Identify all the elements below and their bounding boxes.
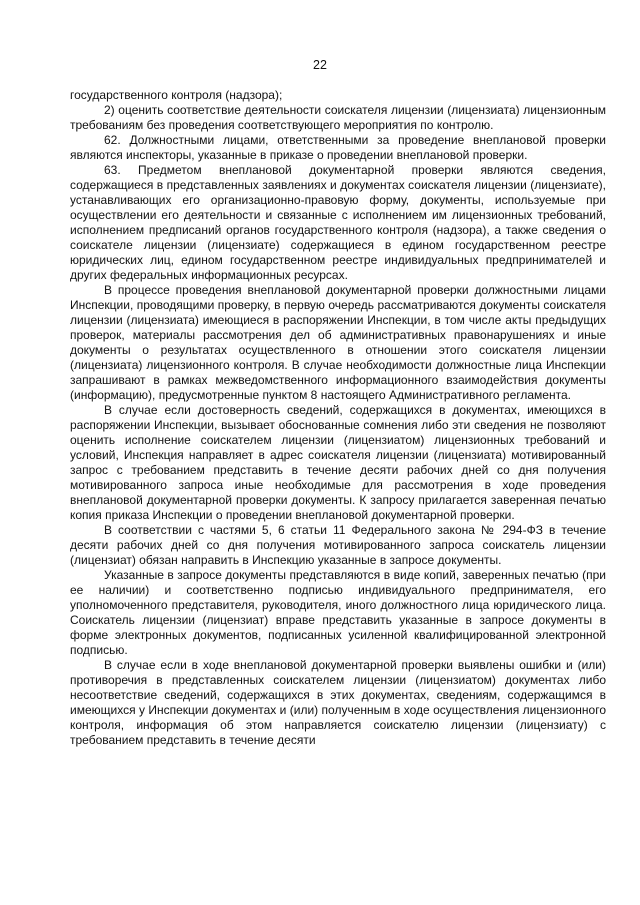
paragraph: Указанные в запросе документы представляются в виде копий, заверенных печатью (при ее наличии) и соответственно подписью индивидуального предпринимателя, его уполномоченного представителя, руководителя, иного должностного лица юридического лица. Соискатель лицензии (лицензиат) вправе представить указанные в запросе документы в форме электронных документов, подписанных усиленной квалифицированной электронной подписью. [70,568,606,657]
paragraph: В процессе проведения внеплановой документарной проверки должностными лицами Инспекции, проводящими проверку, в первую очередь рассматриваются документы соискателя лицензии (лицензиата) имеющиеся в распоряжении Инспекции, в том числе акты предыдущих проверок, материалы рассмотрения дел об административных правонарушениях и иные документы о результатах осуществленного в отношении этого соискателя лицензии (лицензиата) лицензионного контроля. В случае необходимости должностные лица Инспекции запрашивают в рамках межведомственного информационного взаимодействия документы (информацию), предусмотренные пунктом 8 настоящего Административного регламента. [70,283,606,402]
paragraph: государственного контроля (надзора); [70,88,283,102]
paragraph: 63. Предметом внеплановой документарной проверки являются сведения, содержащиеся в представленных заявлениях и документах соискателя лицензии (лицензиате), устанавливающих его организационно-правовую форму, документы, используемые при осуществлении его деятельности и связанные с исполнением им лицензионных требований, исполнением предписаний органов государственного контроля (надзора), а также сведения о соискателе лицензии (лицензиате) содержащиеся в едином государственном реестре юридических лиц, едином государственном реестре индивидуальных предпринимателей и других федеральных информационных ресурсах. [70,163,606,282]
page-number: 22 [313,58,327,72]
paragraph: В случае если достоверность сведений, содержащихся в документах, имеющихся в распоряжении Инспекции, вызывает обоснованные сомнения либо эти сведения не позволяют оценить исполнение соискателем лицензии (лицензиатом) лицензионных требований и условий, Инспекция направляет в адрес соискателя лицензии (лицензиата) мотивированный запрос с требованием представить в течение десяти рабочих дней со дня получения мотивированного запроса иные необходимые для рассмотрения в ходе проведения внеплановой документарной проверки документы. К запросу прилагается заверенная печатью копия приказа Инспекции о проведении внеплановой документарной проверки. [70,403,606,522]
paragraph: 2) оценить соответствие деятельности соискателя лицензии (лицензиата) лицензионным требованиям без проведения соответствующего мероприятия по контролю. [70,103,606,132]
paragraph: В соответствии с частями 5, 6 статьи 11 Федерального закона № 294-ФЗ в течение десяти рабочих дней со дня получения мотивированного запроса соискатель лицензии (лицензиат) обязан направить в Инспекцию указанные в запросе документы. [70,523,606,567]
paragraph: В случае если в ходе внеплановой документарной проверки выявлены ошибки и (или) противоречия в представленных соискателем лицензии (лицензиатом) документах либо несоответствие сведений, содержащихся в этих документах, сведениям, содержащимся в имеющихся у Инспекции документах и (или) полученным в ходе осуществления лицензионного контроля, информация об этом направляется соискателю лицензии (лицензиату) с требованием представить в течение десяти [70,658,606,747]
paragraph: 62. Должностными лицами, ответственными за проведение внеплановой проверки являются инспекторы, указанные в приказе о проведении внеплановой проверки. [70,133,606,162]
document-body [70,88,606,748]
